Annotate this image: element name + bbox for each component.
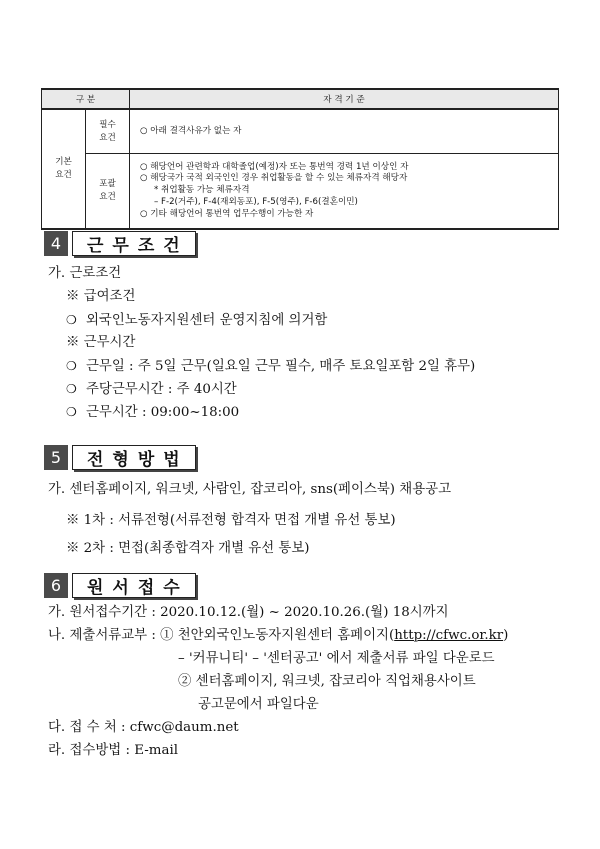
section-4-header xyxy=(44,231,196,256)
documents-line-1 xyxy=(48,627,508,645)
documents-prefix: 나. 제출서류교부 : ① 천안외국인노동자지원센터 홈페이지( xyxy=(48,628,395,643)
hours-item-text: 주당근무시간 : 주 40시간 xyxy=(86,382,237,397)
screening-step-2: ※ 2차 : 면접(최종합격자 개별 유선 통보) xyxy=(66,541,310,556)
circle-bullet-icon: ❍ xyxy=(66,382,77,396)
application-period: 가. 원서접수기간 : 2020.10.12.(월) ~ 2020.10.26.(월) 18시까지 xyxy=(48,605,449,620)
criteria-line: ○ 기타 해당언어 통번역 업무수행이 가능한 자 xyxy=(140,208,314,219)
required-label-text: 필수 요건 xyxy=(99,119,116,143)
header-category: 구 분 xyxy=(42,89,130,109)
criteria-note: * 취업활동 가능 체류자격 xyxy=(154,185,250,196)
recruit-channels: 가. 센터홈페이지, 워크넷, 사람인, 잡코리아, sns(페이스북) 채용공고 xyxy=(48,482,452,497)
required-criteria-line: ○ 아래 결격사유가 없는 자 xyxy=(140,125,242,136)
circle-bullet-icon: ❍ xyxy=(66,359,77,373)
basic-requirement-label xyxy=(42,109,86,229)
application-method: 라. 접수방법 : E-mail xyxy=(48,743,179,758)
salary-item xyxy=(66,311,327,330)
hours-item xyxy=(66,403,239,422)
documents-line-3: ② 센터홈페이지, 워크넷, 잡코리아 직업채용사이트 xyxy=(178,674,476,689)
required-criteria xyxy=(130,109,559,154)
circle-bullet-icon: ❍ xyxy=(66,313,77,327)
section-6-header xyxy=(44,573,196,598)
qualification-table xyxy=(41,88,559,230)
required-label xyxy=(86,109,130,154)
table-row xyxy=(42,109,559,154)
basic-label-text: 기본 요건 xyxy=(55,157,72,180)
section-title: 근무조건 xyxy=(72,231,196,256)
hours-item xyxy=(66,357,475,376)
hours-item-text: 근무시간 : 09:00~18:00 xyxy=(86,405,240,420)
criteria-line: ○ 해당언어 관련학과 대학졸업(예정)자 또는 통번역 경력 1년 이상인 자 xyxy=(140,161,409,172)
header-criteria: 자 격 기 준 xyxy=(130,89,559,109)
comprehensive-criteria xyxy=(130,154,559,230)
section-5-header xyxy=(44,445,196,470)
section-title: 전형방법 xyxy=(72,445,196,470)
subsection-heading: 가. 근로조건 xyxy=(48,266,122,281)
circle-bullet-icon: ❍ xyxy=(66,405,77,419)
hours-item-text: 근무일 : 주 5일 근무(일요일 근무 필수, 매주 토요일포함 2일 휴무) xyxy=(86,359,476,374)
documents-suffix: ) xyxy=(503,628,509,643)
criteria-line: ○ 해당국가 국적 외국인인 경우 취업활동을 할 수 있는 체류자격 해당자 xyxy=(140,173,408,184)
documents-line-2: – '커뮤니티' – '센터공고' 에서 제출서류 파일 다운로드 xyxy=(178,651,495,666)
section-number: 6 xyxy=(44,573,68,598)
comprehensive-label-text: 포괄 요건 xyxy=(99,179,116,202)
comprehensive-label xyxy=(86,154,130,230)
hours-item xyxy=(66,380,237,399)
homepage-link[interactable]: http://cfwc.or.kr xyxy=(394,628,504,643)
section-title: 원서접수 xyxy=(72,573,196,598)
screening-step-1: ※ 1차 : 서류전형(서류전형 합격자 면접 개별 유선 통보) xyxy=(66,513,396,528)
section-number: 4 xyxy=(44,231,68,256)
hours-heading: ※ 근무시간 xyxy=(66,335,136,350)
section-number: 5 xyxy=(44,445,68,470)
table-header-row xyxy=(42,89,559,109)
salary-heading: ※ 급여조건 xyxy=(66,289,136,304)
table-row xyxy=(42,154,559,230)
application-address: 다. 접 수 처 : cfwc@daum.net xyxy=(48,720,239,735)
documents-line-4: 공고문에서 파일다운 xyxy=(198,697,319,712)
salary-item-text: 외국인노동자지원센터 운영지침에 의거함 xyxy=(86,313,328,328)
criteria-visa-list: – F-2(거주), F-4(재외동포), F-5(영주), F-6(결혼이민) xyxy=(154,196,358,207)
